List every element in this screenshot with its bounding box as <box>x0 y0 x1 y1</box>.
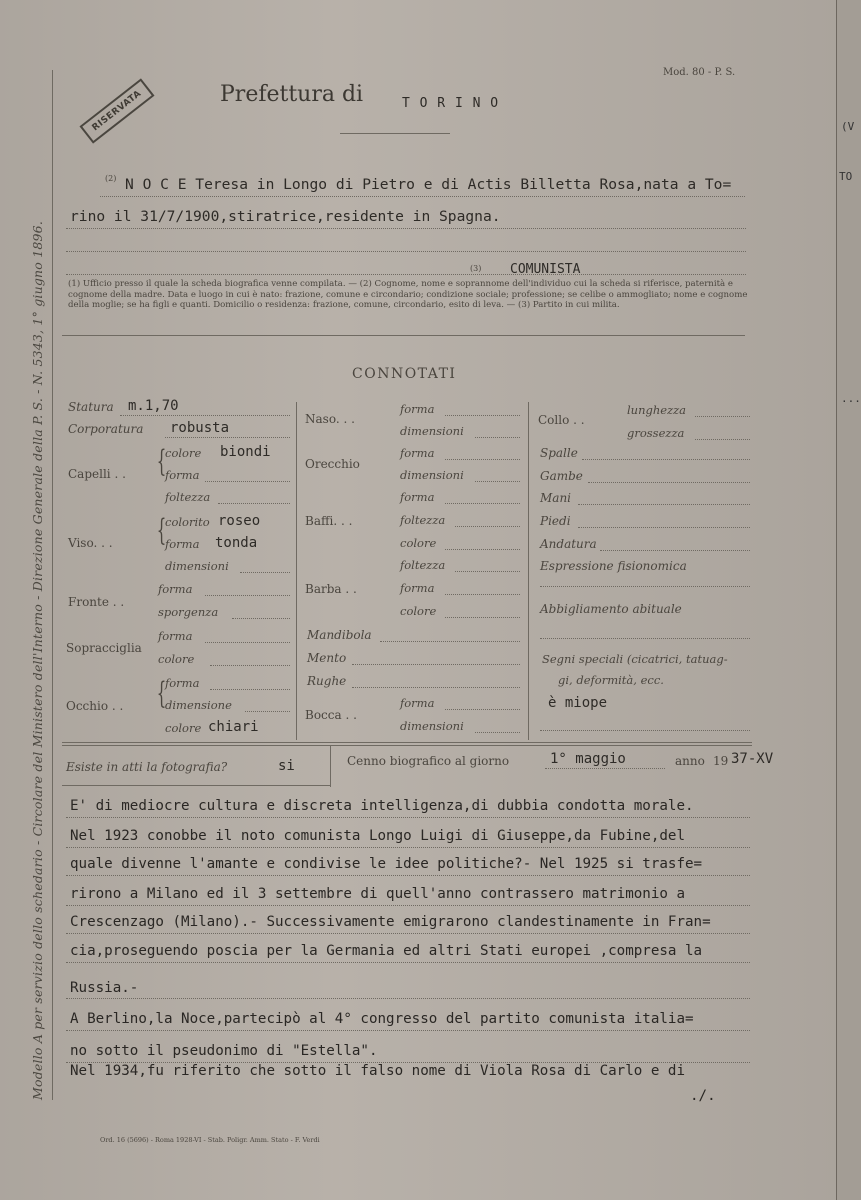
corporatura-value: robusta <box>170 420 230 436</box>
capelli-colore-value: biondi <box>220 444 271 460</box>
col-divider-2 <box>528 402 529 740</box>
fronte-forma-rule <box>205 595 290 596</box>
corporatura-label: Corporatura <box>68 422 144 436</box>
capelli-foltezza-rule <box>218 503 290 504</box>
andatura-label: Andatura <box>540 537 597 551</box>
sopracciglia-forma-label: forma <box>158 629 193 643</box>
continuation-mark: ./. <box>690 1088 716 1104</box>
segni-label-1: Segni speciali (cicatrici, tatuag- <box>542 652 728 666</box>
barba-label: Barba . . <box>305 582 357 596</box>
baffi-colore-rule <box>445 549 520 550</box>
sopracciglia-colore-label: colore <box>158 652 195 666</box>
orecchio-dim-rule <box>475 481 520 482</box>
cenno-divider <box>330 745 331 787</box>
cenno-anno-value: 37-XV <box>731 751 774 767</box>
mento-label: Mento <box>307 651 347 665</box>
viso-brace: { <box>156 513 167 548</box>
occhio-colore-value: chiari <box>208 719 259 735</box>
party-rule <box>66 274 746 275</box>
collo-grossezza-label: grossezza <box>627 426 685 440</box>
bio-rule-2 <box>66 847 750 848</box>
spalle-rule <box>582 459 750 460</box>
statura-rule <box>120 415 290 416</box>
piedi-label: Piedi <box>540 514 571 528</box>
collo-label: Collo . . <box>538 413 585 427</box>
model-number: Mod. 80 - P. S. <box>663 67 736 78</box>
bio-line-9: no sotto il pseudonimo di "Estella". <box>70 1043 378 1059</box>
bocca-forma-label: forma <box>400 696 435 710</box>
orecchio-forma-rule <box>445 459 520 460</box>
viso-forma-label: forma <box>165 537 200 551</box>
mento-rule <box>352 664 520 665</box>
cenno-date: 1° maggio <box>550 751 626 767</box>
cenno-date-rule <box>545 768 665 769</box>
occhio-label: Occhio . . <box>66 699 124 713</box>
segni-label-2: gi, deformità, ecc. <box>558 673 664 687</box>
naso-forma-rule <box>445 415 520 416</box>
photo-value: si <box>278 758 295 774</box>
viso-label: Viso. . . <box>68 536 113 550</box>
bio-rule-7 <box>66 998 750 999</box>
rughe-label: Rughe <box>307 674 347 688</box>
mani-rule <box>578 504 750 505</box>
baffi-forma-label: forma <box>400 490 435 504</box>
connotati-title: CONNOTATI <box>352 366 457 382</box>
bio-line-10: Nel 1934,fu riferito che sotto il falso nome di Viola Rosa di Carlo e di <box>70 1063 685 1079</box>
gambe-label: Gambe <box>540 469 583 483</box>
piedi-rule <box>578 527 750 528</box>
side-rule <box>52 70 53 1100</box>
barba-forma-rule <box>445 594 520 595</box>
bio-line-2: Nel 1923 conobbe il noto comunista Longo Luigi di Giuseppe,da Fubine,del <box>70 828 685 844</box>
bio-rule-6 <box>66 962 750 963</box>
abbigliamento-label: Abbigliamento abituale <box>540 602 682 616</box>
orecchio-forma-label: forma <box>400 446 435 460</box>
segni-rule <box>540 730 750 731</box>
bio-rule-4 <box>66 905 750 906</box>
bio-rule-1 <box>66 817 750 818</box>
subject-rule-1 <box>100 196 745 197</box>
mandibola-rule <box>380 641 520 642</box>
bio-rule-5 <box>66 933 750 934</box>
party-value: COMUNISTA <box>510 262 581 277</box>
spalle-label: Spalle <box>540 446 578 460</box>
adjacent-sheet-edge: (V TO ... <box>836 0 861 1200</box>
photo-label: Esiste in atti la fotografia? <box>66 760 228 774</box>
city-name: T O R I N O <box>402 96 500 111</box>
espressione-rule <box>540 586 750 587</box>
occhio-forma-label: forma <box>165 676 200 690</box>
fronte-sporgenza-rule <box>232 618 290 619</box>
viso-colorito-label: colorito <box>165 515 210 529</box>
riservata-stamp: RISERVATA <box>79 78 154 143</box>
cenno-label: Cenno biografico al giorno <box>347 754 510 768</box>
sopracciglia-colore-rule <box>210 665 290 666</box>
collo-grossezza-rule <box>695 439 750 440</box>
cenno-anno-label: anno <box>675 754 705 768</box>
orecchio-dimensioni-label: dimensioni <box>400 468 464 482</box>
abbigliamento-rule <box>540 638 750 639</box>
naso-forma-label: forma <box>400 402 435 416</box>
barba-foltezza-rule <box>455 571 520 572</box>
espressione-label: Espressione fisionomica <box>540 559 687 573</box>
collo-lunghezza-label: lunghezza <box>627 403 687 417</box>
baffi-colore-label: colore <box>400 536 437 550</box>
statura-value: m.1,70 <box>128 398 179 414</box>
fronte-forma-label: forma <box>158 582 193 596</box>
note-marker-2: (2) <box>105 174 117 183</box>
barba-forma-label: forma <box>400 581 435 595</box>
andatura-rule <box>600 550 750 551</box>
bio-line-3: quale divenne l'amante e condivise le idee politiche?- Nel 1925 si trasfe= <box>70 856 703 872</box>
bocca-forma-rule <box>445 709 520 710</box>
subject-line-2: rino il 31/7/1900,stiratrice,residente in Spagna. <box>70 208 501 225</box>
capelli-foltezza-label: foltezza <box>165 490 211 504</box>
bio-line-7: Russia.- <box>70 980 139 996</box>
bocca-dim-rule <box>475 732 520 733</box>
printer-line: Ord. 16 (5696) - Roma 1928-VI - Stab. Poligr. Amm. Stato - F. Verdi <box>100 1136 320 1144</box>
mani-label: Mani <box>540 491 572 505</box>
occhio-dim-rule <box>245 711 290 712</box>
viso-colorito-value: roseo <box>218 513 261 529</box>
bio-rule-8 <box>66 1030 750 1031</box>
fronte-label: Fronte . . <box>68 595 125 609</box>
bocca-dimensioni-label: dimensioni <box>400 719 464 733</box>
cenno-anno-printed: 19 <box>713 754 729 768</box>
naso-dim-rule <box>475 437 520 438</box>
rughe-rule <box>352 687 520 688</box>
barba-colore-label: colore <box>400 604 437 618</box>
capelli-forma-rule <box>205 481 290 482</box>
bio-line-8: A Berlino,la Noce,partecipò al 4° congresso del partito comunista italia= <box>70 1011 694 1027</box>
viso-dim-rule <box>240 572 290 573</box>
bocca-label: Bocca . . <box>305 708 357 722</box>
subject-rule-2 <box>66 228 746 229</box>
col-divider-1 <box>296 402 297 740</box>
fronte-sporgenza-label: sporgenza <box>158 605 219 619</box>
capelli-colore-label: colore <box>165 446 202 460</box>
footnote-rule <box>62 335 745 336</box>
occhio-dimensione-label: dimensione <box>165 698 232 712</box>
side-vertical-text: Modello A per servizio dello schedario - Circolare del Ministero dell'Interno - Direzione Generale della P. S. - N. 5343, 1° giugno 1896. <box>30 221 45 1100</box>
viso-dimensioni-label: dimensioni <box>165 559 229 573</box>
naso-label: Naso. . . <box>305 412 355 426</box>
subject-rule-3 <box>66 251 746 252</box>
baffi-forma-rule <box>445 503 520 504</box>
note-marker-3: (3) <box>470 264 482 273</box>
subject-line-1: N O C E Teresa in Longo di Pietro e di Actis Billetta Rosa,nata a To= <box>125 176 732 193</box>
baffi-label: Baffi. . . <box>305 514 353 528</box>
statura-label: Statura <box>68 400 114 414</box>
baffi-foltezza-label: foltezza <box>400 513 446 527</box>
title-rule <box>340 133 450 134</box>
viso-forma-value: tonda <box>215 535 258 551</box>
barba-foltezza-label: foltezza <box>400 558 446 572</box>
sopracciglia-label: Sopracciglia <box>66 641 142 655</box>
corporatura-rule <box>165 437 290 438</box>
cenno-top-rule <box>62 742 752 743</box>
mandibola-label: Mandibola <box>307 628 372 642</box>
prefettura-title: Prefettura di <box>220 82 364 107</box>
orecchio-label: Orecchio <box>305 457 360 471</box>
gambe-rule <box>588 482 750 483</box>
segni-value: è miope <box>548 695 608 711</box>
capelli-forma-label: forma <box>165 468 200 482</box>
bio-line-5: Crescenzago (Milano).- Successivamente emigrarono clandestinamente in Fran= <box>70 914 711 930</box>
naso-dimensioni-label: dimensioni <box>400 424 464 438</box>
bio-line-4: rirono a Milano ed il 3 settembre di quell'anno contrassero matrimonio a <box>70 886 685 902</box>
bio-rule-3 <box>66 875 750 876</box>
sopracciglia-forma-rule <box>205 642 290 643</box>
occhio-forma-rule <box>210 689 290 690</box>
barba-colore-rule <box>445 617 520 618</box>
photo-bottom-rule <box>62 785 330 786</box>
collo-lunghezza-rule <box>695 416 750 417</box>
form-footnotes: (1) Ufficio presso il quale la scheda biografica venne compilata. — (2) Cognome, nome e soprannome dell'individuo cui la scheda si riferisce, paternità e cognome della madre. Data e luogo in cui è nato: frazione, comune e circondario; condizione sociale; professione; se celibe o ammogliato; nome e cognome della moglie; se ha figli e quanti. Domicilio o residenza: frazione, comune, circondario, esito di leva. — (3) Partito in cui milita. <box>68 279 748 310</box>
capelli-brace: { <box>156 444 167 479</box>
baffi-foltezza-rule <box>455 526 520 527</box>
bio-line-1: E' di mediocre cultura e discreta intelligenza,di dubbia condotta morale. <box>70 798 694 814</box>
bio-line-6: cia,proseguendo poscia per la Germania ed altri Stati europei ,compresa la <box>70 943 703 959</box>
occhio-brace: { <box>156 676 167 711</box>
occhio-colore-label: colore <box>165 721 202 735</box>
cenno-top-rule-2 <box>62 745 752 746</box>
capelli-label: Capelli . . <box>68 467 126 481</box>
